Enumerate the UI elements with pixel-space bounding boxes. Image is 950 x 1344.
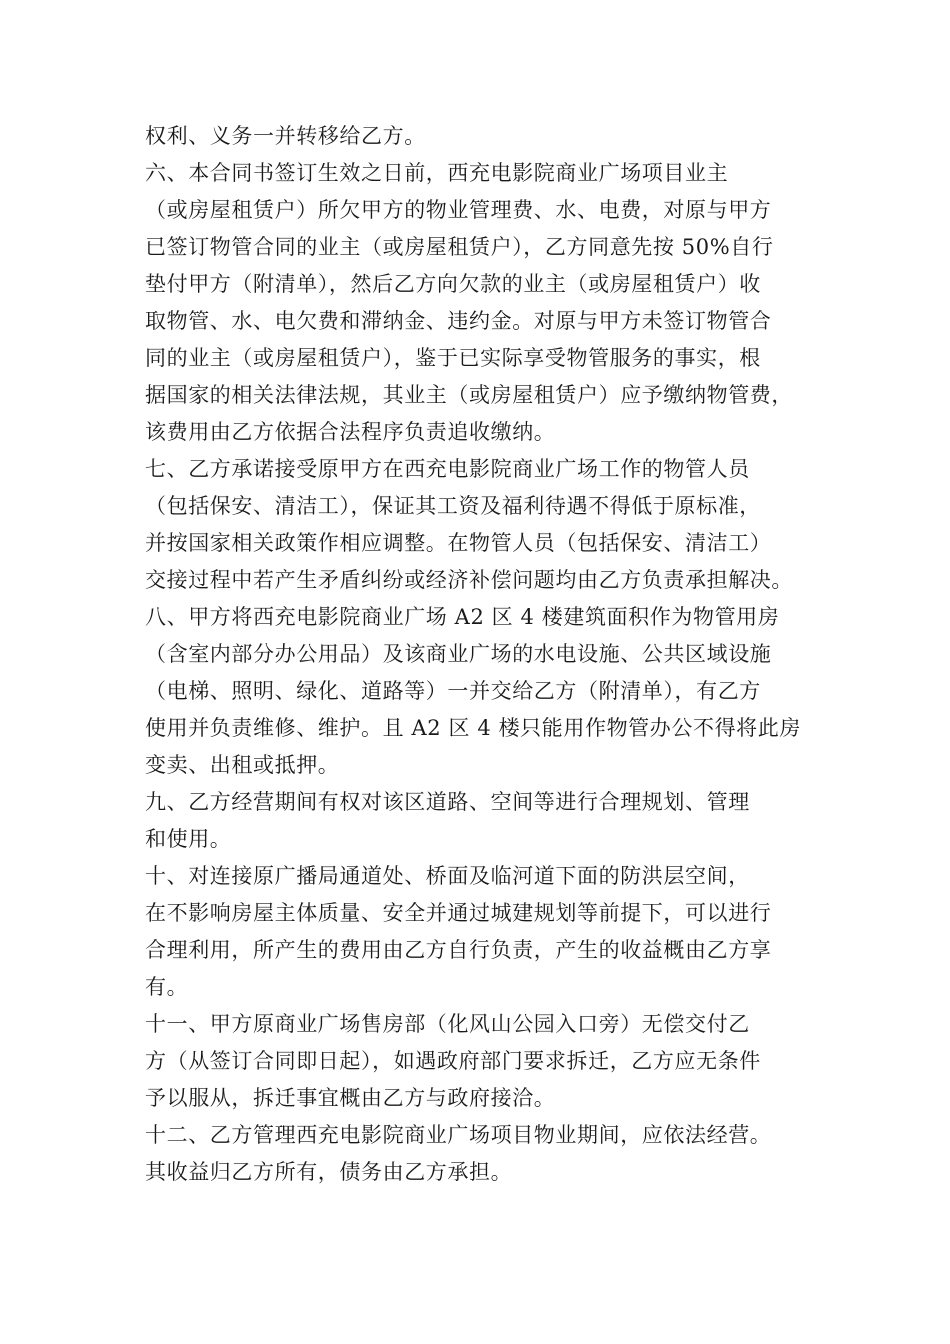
contract-text <box>145 118 817 1191</box>
text-line: 方（从签订合同即日起），如遇政府部门要求拆迁，乙方应无条件 <box>145 1049 761 1073</box>
text-line: 十、对连接原广播局通道处、桥面及临河道下面的防洪层空间， <box>145 864 750 888</box>
text-line: （或房屋租赁户）所欠甲方的物业管理费、水、电费，对原与甲方 <box>145 198 772 222</box>
text-line: 交接过程中若产生矛盾纠纷或经济补偿问题均由乙方负责承担解决。 <box>145 568 793 592</box>
text-line: 该费用由乙方依据合法程序负责追收缴纳。 <box>145 420 556 444</box>
text-line: 六、本合同书签订生效之日前，西充电影院商业广场项目业主 <box>145 161 729 185</box>
text-line: 有。 <box>145 975 189 999</box>
text-line: 变卖、出租或抵押。 <box>145 753 340 777</box>
text-line: 权利、义务一并转移给乙方。 <box>145 124 426 148</box>
text-line: 十二、乙方管理西充电影院商业广场项目物业期间，应依法经营。 <box>145 1123 772 1147</box>
text-line: 使用并负责维修、维护。且 A2 区 4 楼只能用作物管办公不得将此房 <box>145 716 801 740</box>
text-line: （包括保安、清洁工），保证其工资及福利待遇不得低于原标准， <box>145 494 761 518</box>
text-line: 予以服从，拆迁事宜概由乙方与政府接洽。 <box>145 1086 556 1110</box>
text-line: 同的业主（或房屋租赁户），鉴于已实际享受物管服务的事实，根 <box>145 346 761 370</box>
text-line: 九、乙方经营期间有权对该区道路、空间等进行合理规划、管理 <box>145 790 750 814</box>
text-line: （含室内部分办公用品）及该商业广场的水电设施、公共区域设施 <box>145 642 772 666</box>
text-line: 七、乙方承诺接受原甲方在西充电影院商业广场工作的物管人员 <box>145 457 750 481</box>
text-line: 其收益归乙方所有，债务由乙方承担。 <box>145 1160 513 1184</box>
text-line: 取物管、水、电欠费和滞纳金、违约金。对原与甲方未签订物管合 <box>145 309 772 333</box>
text-line: 和使用。 <box>145 827 232 851</box>
text-line: 据国家的相关法律法规，其业主（或房屋租赁户）应予缴纳物管费， <box>145 383 793 407</box>
text-line: 十一、甲方原商业广场售房部（化风山公园入口旁）无偿交付乙 <box>145 1012 750 1036</box>
text-line: 合理利用，所产生的费用由乙方自行负责，产生的收益概由乙方享 <box>145 938 772 962</box>
text-line: 已签订物管合同的业主（或房屋租赁户），乙方同意先按 50%自行 <box>145 235 774 259</box>
text-line: 八、甲方将西充电影院商业广场 A2 区 4 楼建筑面积作为物管用房 <box>145 605 780 629</box>
text-line: 并按国家相关政策作相应调整。在物管人员（包括保安、清洁工） <box>145 531 772 555</box>
text-line: 在不影响房屋主体质量、安全并通过城建规划等前提下，可以进行 <box>145 901 772 925</box>
text-line: 垫付甲方（附清单），然后乙方向欠款的业主（或房屋租赁户）收 <box>145 272 761 296</box>
text-line: （电梯、照明、绿化、道路等）一并交给乙方（附清单），有乙方 <box>145 679 761 703</box>
